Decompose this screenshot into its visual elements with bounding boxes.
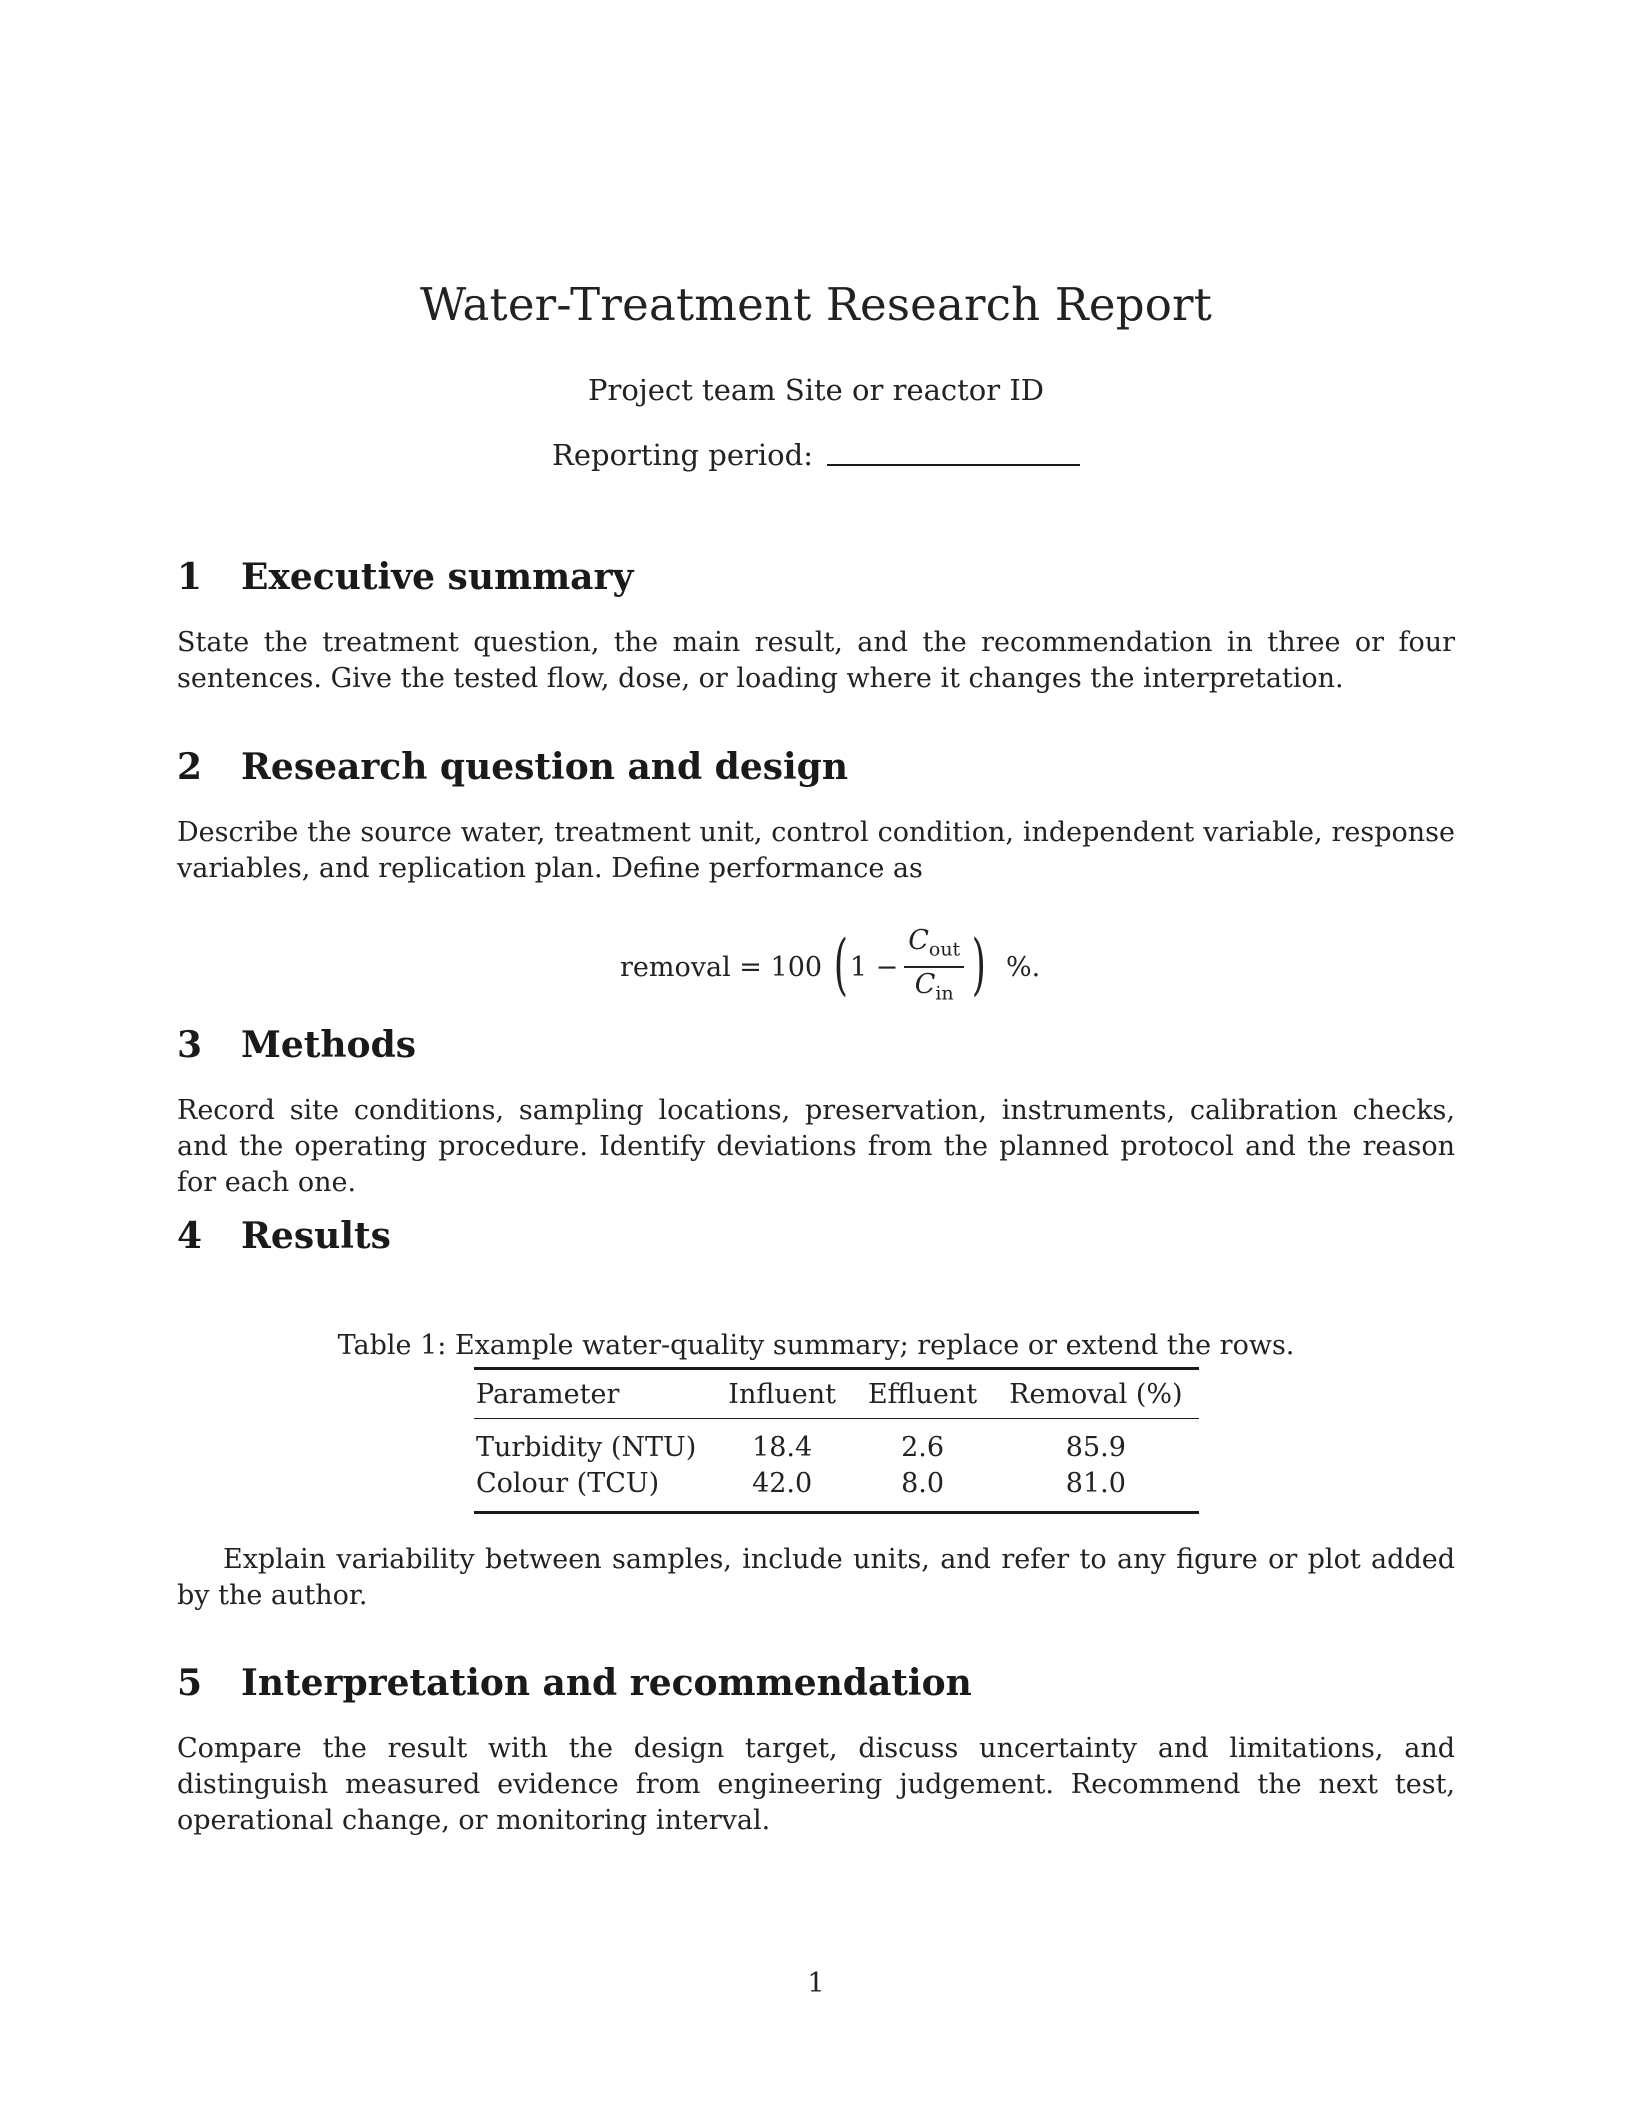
section-number: 5: [177, 1662, 203, 1704]
left-paren: (: [833, 926, 849, 1003]
denominator-variable: C: [914, 969, 936, 1000]
section-heading-interpretation: [177, 1662, 1467, 1704]
removal-equation: [620, 912, 1040, 1022]
table-cell: 81.0: [1065, 1467, 1126, 1499]
equation-one-minus: 1 −: [849, 951, 899, 983]
page-number: 1: [807, 1968, 825, 1999]
table-caption: Table 1: Example water-quality summary; replace or extend the rows.: [337, 1330, 1295, 1361]
equation-fraction: [904, 924, 964, 1011]
table-header-row: [474, 1369, 1199, 1419]
section-number: 1: [177, 556, 203, 598]
section-paragraph: Compare the result with the design target, discuss uncertainty and limitations, and distinguish measured evidence from engineering judgement. Recommend the next test, operational change, or monitoring interval.: [177, 1733, 1455, 1836]
table-header-cell: Parameter: [476, 1378, 620, 1410]
section-heading-executive-summary: [177, 556, 1467, 598]
section-heading-results: [177, 1215, 1467, 1257]
section-paragraph: Record site conditions, sampling locations, preservation, instruments, calibration checks, and the operating procedure. Identify deviations from the planned protocol and the reason for each one.: [177, 1095, 1455, 1198]
table-cell: 2.6: [901, 1431, 945, 1463]
section-title: Interpretation and recommendation: [241, 1662, 972, 1704]
table-header-cell: Removal (%): [1009, 1378, 1183, 1410]
table-cell: 85.9: [1065, 1431, 1126, 1463]
right-paren: ): [971, 926, 987, 1003]
table-cell: Turbidity (NTU): [476, 1431, 697, 1463]
table-cell: Colour (TCU): [476, 1467, 660, 1499]
section-title: Methods: [241, 1024, 417, 1066]
section-title: Research question and design: [241, 746, 849, 788]
numerator-subscript: out: [928, 938, 961, 960]
section-title: Executive summary: [241, 556, 634, 598]
section-number: 4: [177, 1215, 203, 1257]
document-subtitle: Project team Site or reactor ID: [587, 373, 1045, 407]
table-row: [474, 1419, 1199, 1466]
equation-lhs: removal = 100: [620, 951, 823, 983]
table-row: [474, 1465, 1199, 1513]
section-paragraph: State the treatment question, the main result, and the recommendation in three or four sentences. Give the tested flow, dose, or loading where it changes the interpretation.: [177, 627, 1455, 694]
section-heading-research-question: [177, 746, 1467, 788]
water-quality-table: [474, 1367, 1199, 1514]
section-number: 3: [177, 1024, 203, 1066]
denominator-subscript: in: [935, 982, 954, 1005]
table-header-cell: Influent: [728, 1378, 836, 1410]
table-cell: 18.4: [752, 1431, 813, 1463]
fraction-numerator: [904, 924, 964, 966]
section-paragraph: Describe the source water, treatment unit, control condition, independent variable, response variables, and replication plan. Define performance as: [177, 817, 1455, 884]
table-header-cell: Effluent: [867, 1378, 978, 1410]
section-number: 2: [177, 746, 203, 788]
section-title: Results: [241, 1215, 391, 1257]
document-title: Water-Treatment Research Report: [419, 278, 1212, 331]
fraction-denominator: [911, 968, 958, 1010]
equation-suffix: %.: [1005, 951, 1041, 983]
table-cell: 42.0: [752, 1467, 813, 1499]
reporting-period-blank-line: [827, 464, 1080, 466]
reporting-period: [0, 438, 1632, 472]
section-paragraph: Explain variability between samples, include units, and refer to any figure or plot added by the author.: [177, 1544, 1455, 1611]
reporting-period-label: Reporting period:: [552, 438, 813, 472]
section-heading-methods: [177, 1024, 1467, 1066]
table-cell: 8.0: [901, 1467, 945, 1499]
numerator-variable: C: [908, 924, 929, 956]
